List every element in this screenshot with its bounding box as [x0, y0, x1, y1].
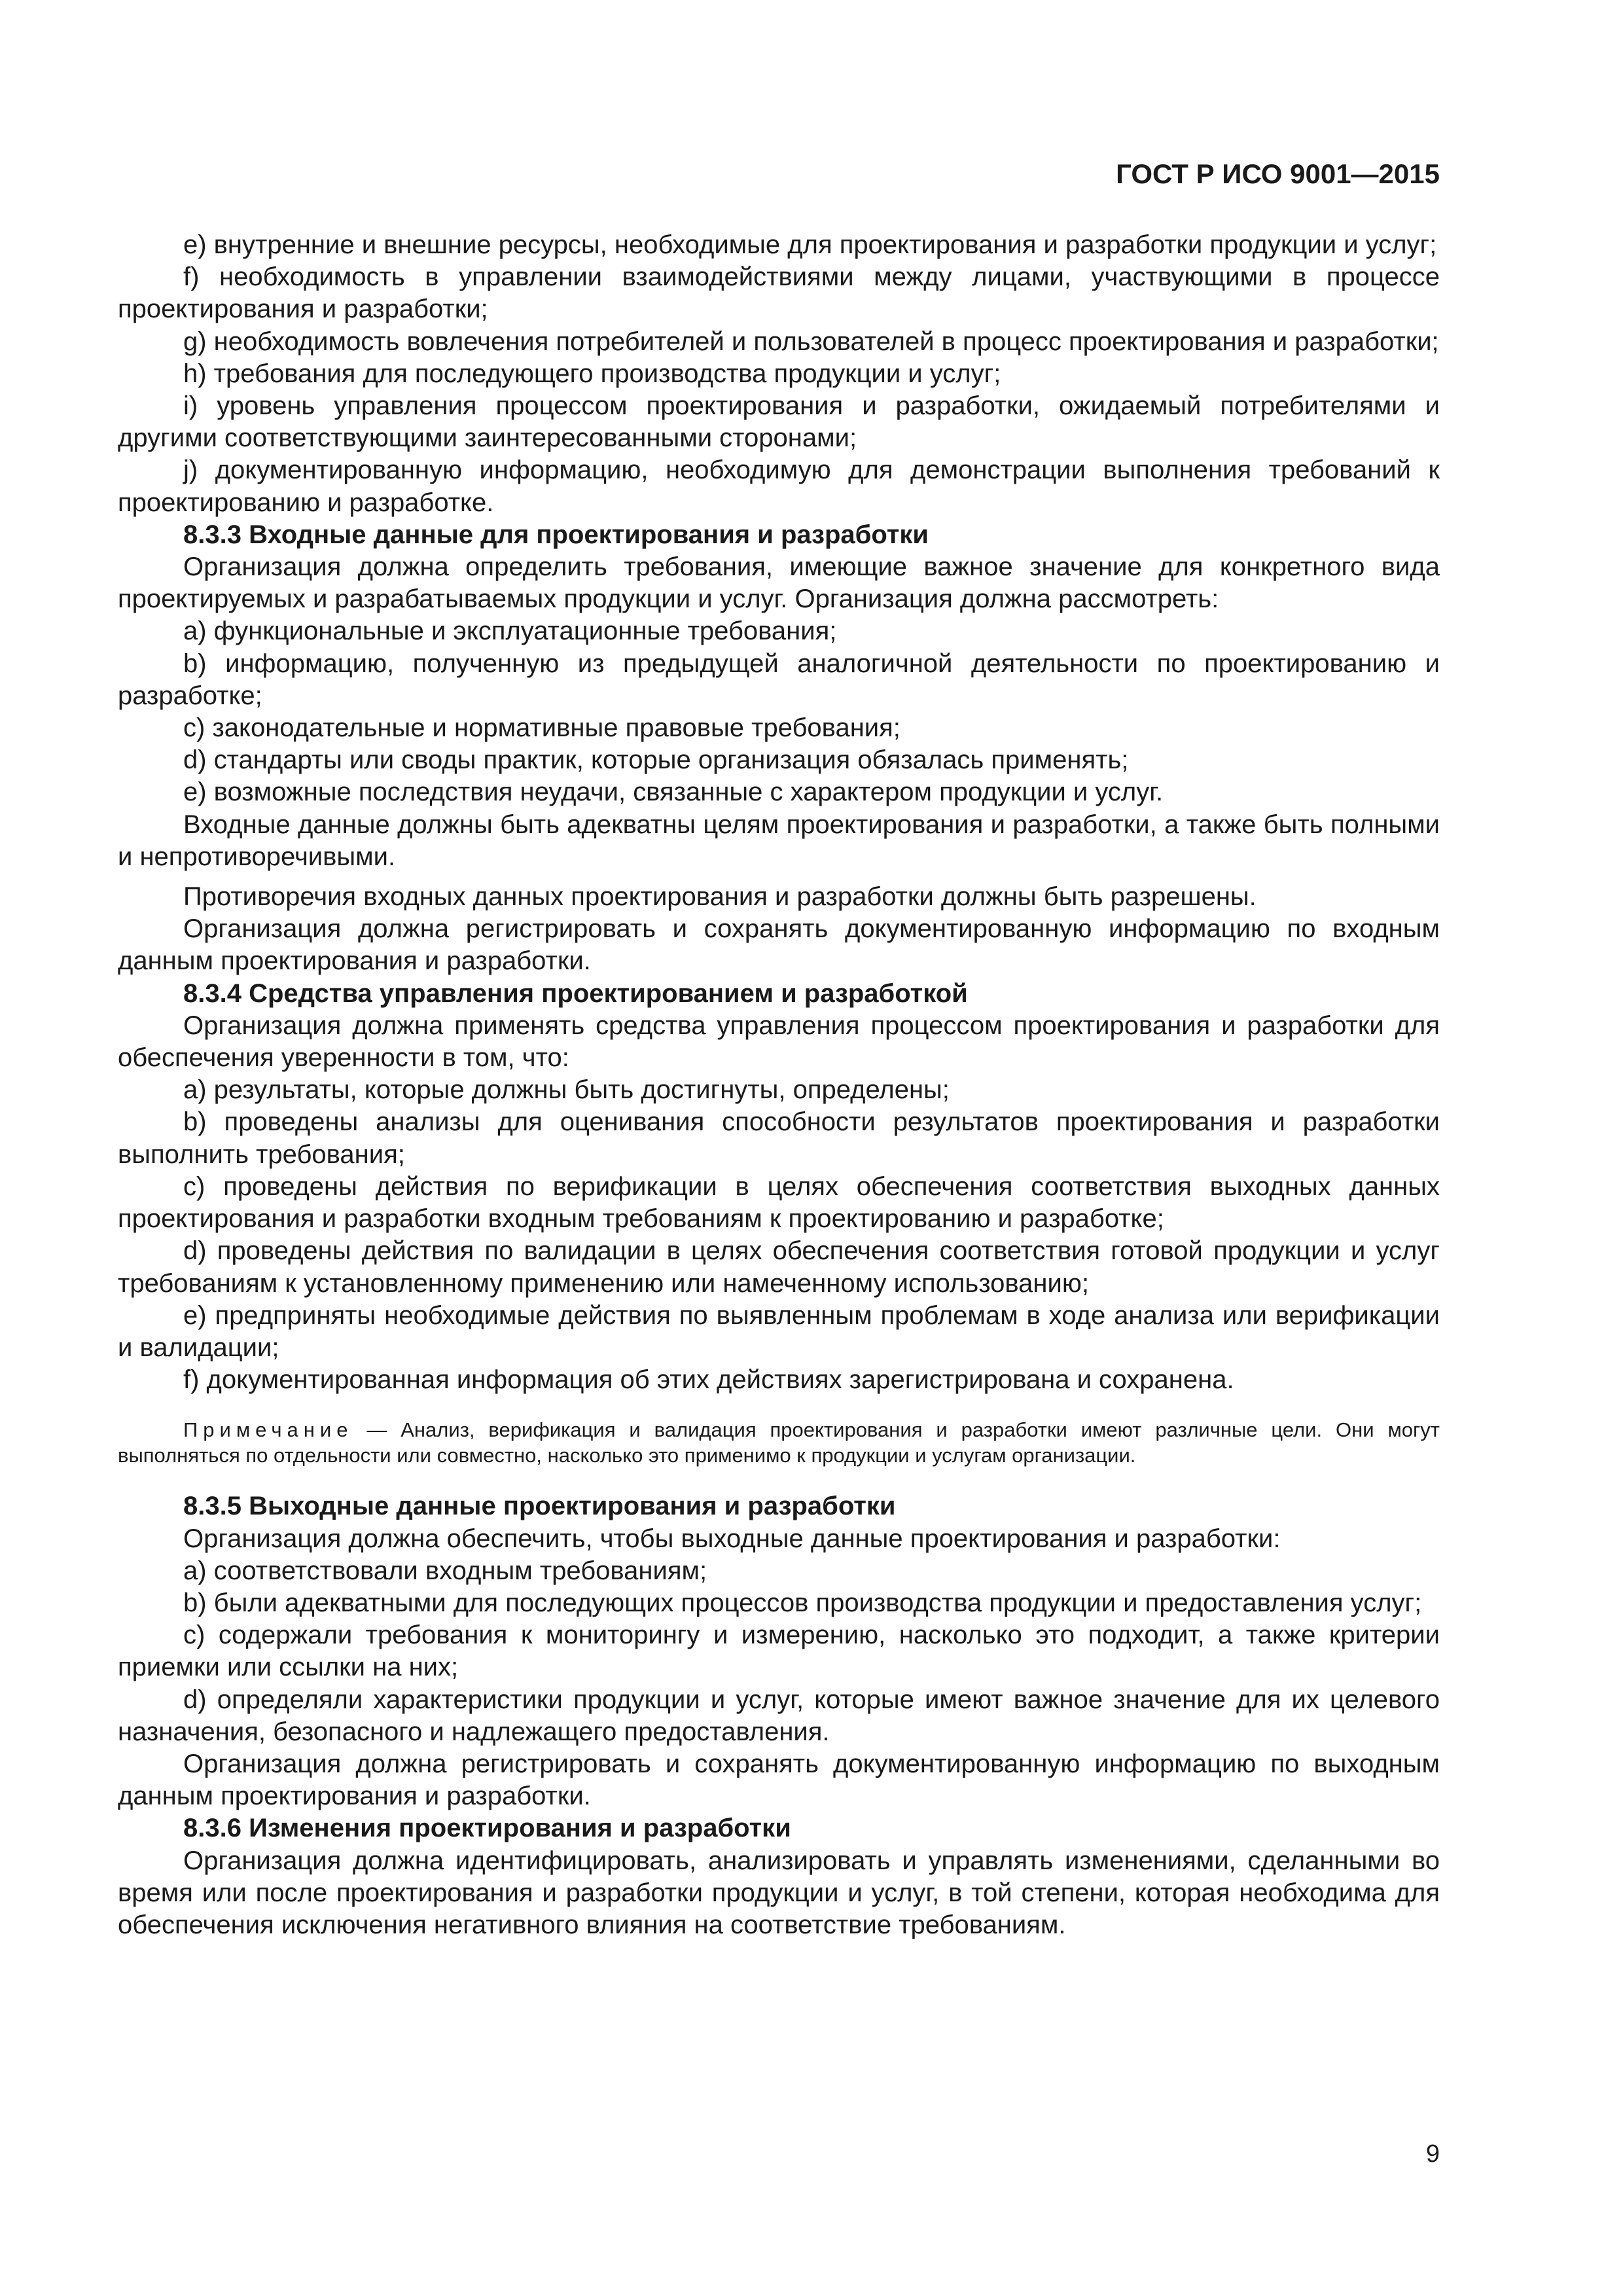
- section-8-3-5-item-b: b) были адекватными для последующих процессов производства продукции и предоставления услуг;: [183, 1588, 1422, 1617]
- section-8-3-4-intro: Организация должна применять средства управления процессом проектирования и разработки для обеспечения уверенности в том, что:: [118, 1011, 1440, 1073]
- note-label: Примечание: [183, 1418, 353, 1442]
- section-8-3-5-item-d: d) определяли характеристики продукции и услуг, которые имеют важное значение для их целевого назначения, безопасного и надлежащего предоставления.: [118, 1685, 1440, 1746]
- list-item-h: h) требования для последующего производства продукции и услуг;: [183, 359, 1001, 388]
- note-text: — Анализ, верификация и валидация проектирования и разработки имеют различные цели. Они могут выполняться по отдельности или совместно, насколько это применимо к продукции и услугам организации.: [118, 1418, 1440, 1467]
- standard-code-header: ГОСТ Р ИСО 9001—2015: [1116, 158, 1440, 189]
- section-8-3-3-item-a: а) функциональные и эксплуатационные требования;: [183, 617, 837, 646]
- list-item-j: j) документированную информацию, необходимую для демонстрации выполнения требований к проектированию и разработке.: [118, 456, 1440, 517]
- section-heading-8-3-4: 8.3.4 Средства управления проектированием и разработкой: [183, 978, 968, 1008]
- section-8-3-5-intro: Организация должна обеспечить, чтобы выходные данные проектирования и разработки:: [183, 1524, 1281, 1553]
- section-8-3-3-item-d: d) стандарты или своды практик, которые организация обязалась применять;: [183, 745, 1129, 775]
- section-8-3-3-paragraph-2: Противоречия входных данных проектирования и разработки должны быть разрешены.: [183, 882, 1257, 912]
- list-item-i: i) уровень управления процессом проектирования и разработки, ожидаемый потребителями и другими соответствующими заинтересованными сторонами;: [118, 391, 1440, 453]
- section-heading-8-3-5: 8.3.5 Выходные данные проектирования и разработки: [183, 1492, 896, 1521]
- list-item-g: g) необходимость вовлечения потребителей и пользователей в процесс проектирования и разработки;: [183, 327, 1439, 356]
- section-8-3-3-paragraph-1: Входные данные должны быть адекватны целям проектирования и разработки, а также быть полными и непротиворечивыми.: [118, 810, 1440, 871]
- section-8-3-3-item-e: е) возможные последствия неудачи, связанные с характером продукции и услуг.: [183, 778, 1164, 807]
- section-heading-8-3-3: 8.3.3 Входные данные для проектирования и разработки: [183, 520, 929, 549]
- section-8-3-4-item-c: с) проведены действия по верификации в целях обеспечения соответствия выходных данных проектирования и разработки входным требованиям к проектированию и разработке;: [118, 1172, 1440, 1234]
- section-8-3-4-item-d: d) проведены действия по валидации в целях обеспечения соответствия готовой продукции и услуг требованиям к установленному применению или намеченному использованию;: [118, 1236, 1440, 1298]
- section-8-3-4-item-f: f) документированная информация об этих действиях зарегистрирована и сохранена.: [183, 1365, 1234, 1395]
- section-heading-8-3-6: 8.3.6 Изменения проектирования и разработки: [183, 1814, 791, 1843]
- section-8-3-5-item-c: с) содержали требования к мониторингу и измерению, насколько это подходит, а также критерии приемки или ссылки на них;: [118, 1621, 1440, 1682]
- document-body: [118, 229, 1440, 1941]
- section-8-3-5-item-a: а) соответствовали входным требованиям;: [183, 1556, 707, 1585]
- section-8-3-6-paragraph-1: Организация должна идентифицировать, анализировать и управлять изменениями, сделанными во время или после проектирования и разработки продукции и услуг, в той степени, которая необходима для обеспечения исключения негативного влияния на соответствие требованиям.: [118, 1846, 1440, 1939]
- section-8-3-4-item-b: b) проведены анализы для оценивания способности результатов проектирования и разработки выполнить требования;: [118, 1107, 1440, 1169]
- section-8-3-4-item-a: а) результаты, которые должны быть достигнуты, определены;: [183, 1075, 950, 1105]
- section-8-3-5-paragraph-1: Организация должна регистрировать и сохранять документированную информацию по выходным данным проектирования и разработки.: [118, 1749, 1440, 1811]
- page-number: 9: [1425, 2140, 1440, 2168]
- note-paragraph: [118, 1417, 1440, 1468]
- section-8-3-3-item-c: с) законодательные и нормативные правовые требования;: [183, 713, 901, 743]
- section-8-3-3-intro: Организация должна определить требования, имеющие важное значение для конкретного вида проектируемых и разрабатываемых продукции и услуг. Организация должна рассмотреть:: [118, 552, 1440, 614]
- list-item-e: е) внутренние и внешние ресурсы, необходимые для проектирования и разработки продукции и услуг;: [183, 230, 1437, 259]
- section-8-3-4-item-e: е) предприняты необходимые действия по выявленным проблемам в ходе анализа или верификации и валидации;: [118, 1300, 1440, 1362]
- section-8-3-3-paragraph-3: Организация должна регистрировать и сохранять документированную информацию по входным данным проектирования и разработки.: [118, 914, 1440, 976]
- section-8-3-3-item-b: b) информацию, полученную из предыдущей аналогичной деятельности по проектированию и разработке;: [118, 649, 1440, 710]
- list-item-f: f) необходимость в управлении взаимодействиями между лицами, участвующими в процессе проектирования и разработки;: [118, 262, 1440, 324]
